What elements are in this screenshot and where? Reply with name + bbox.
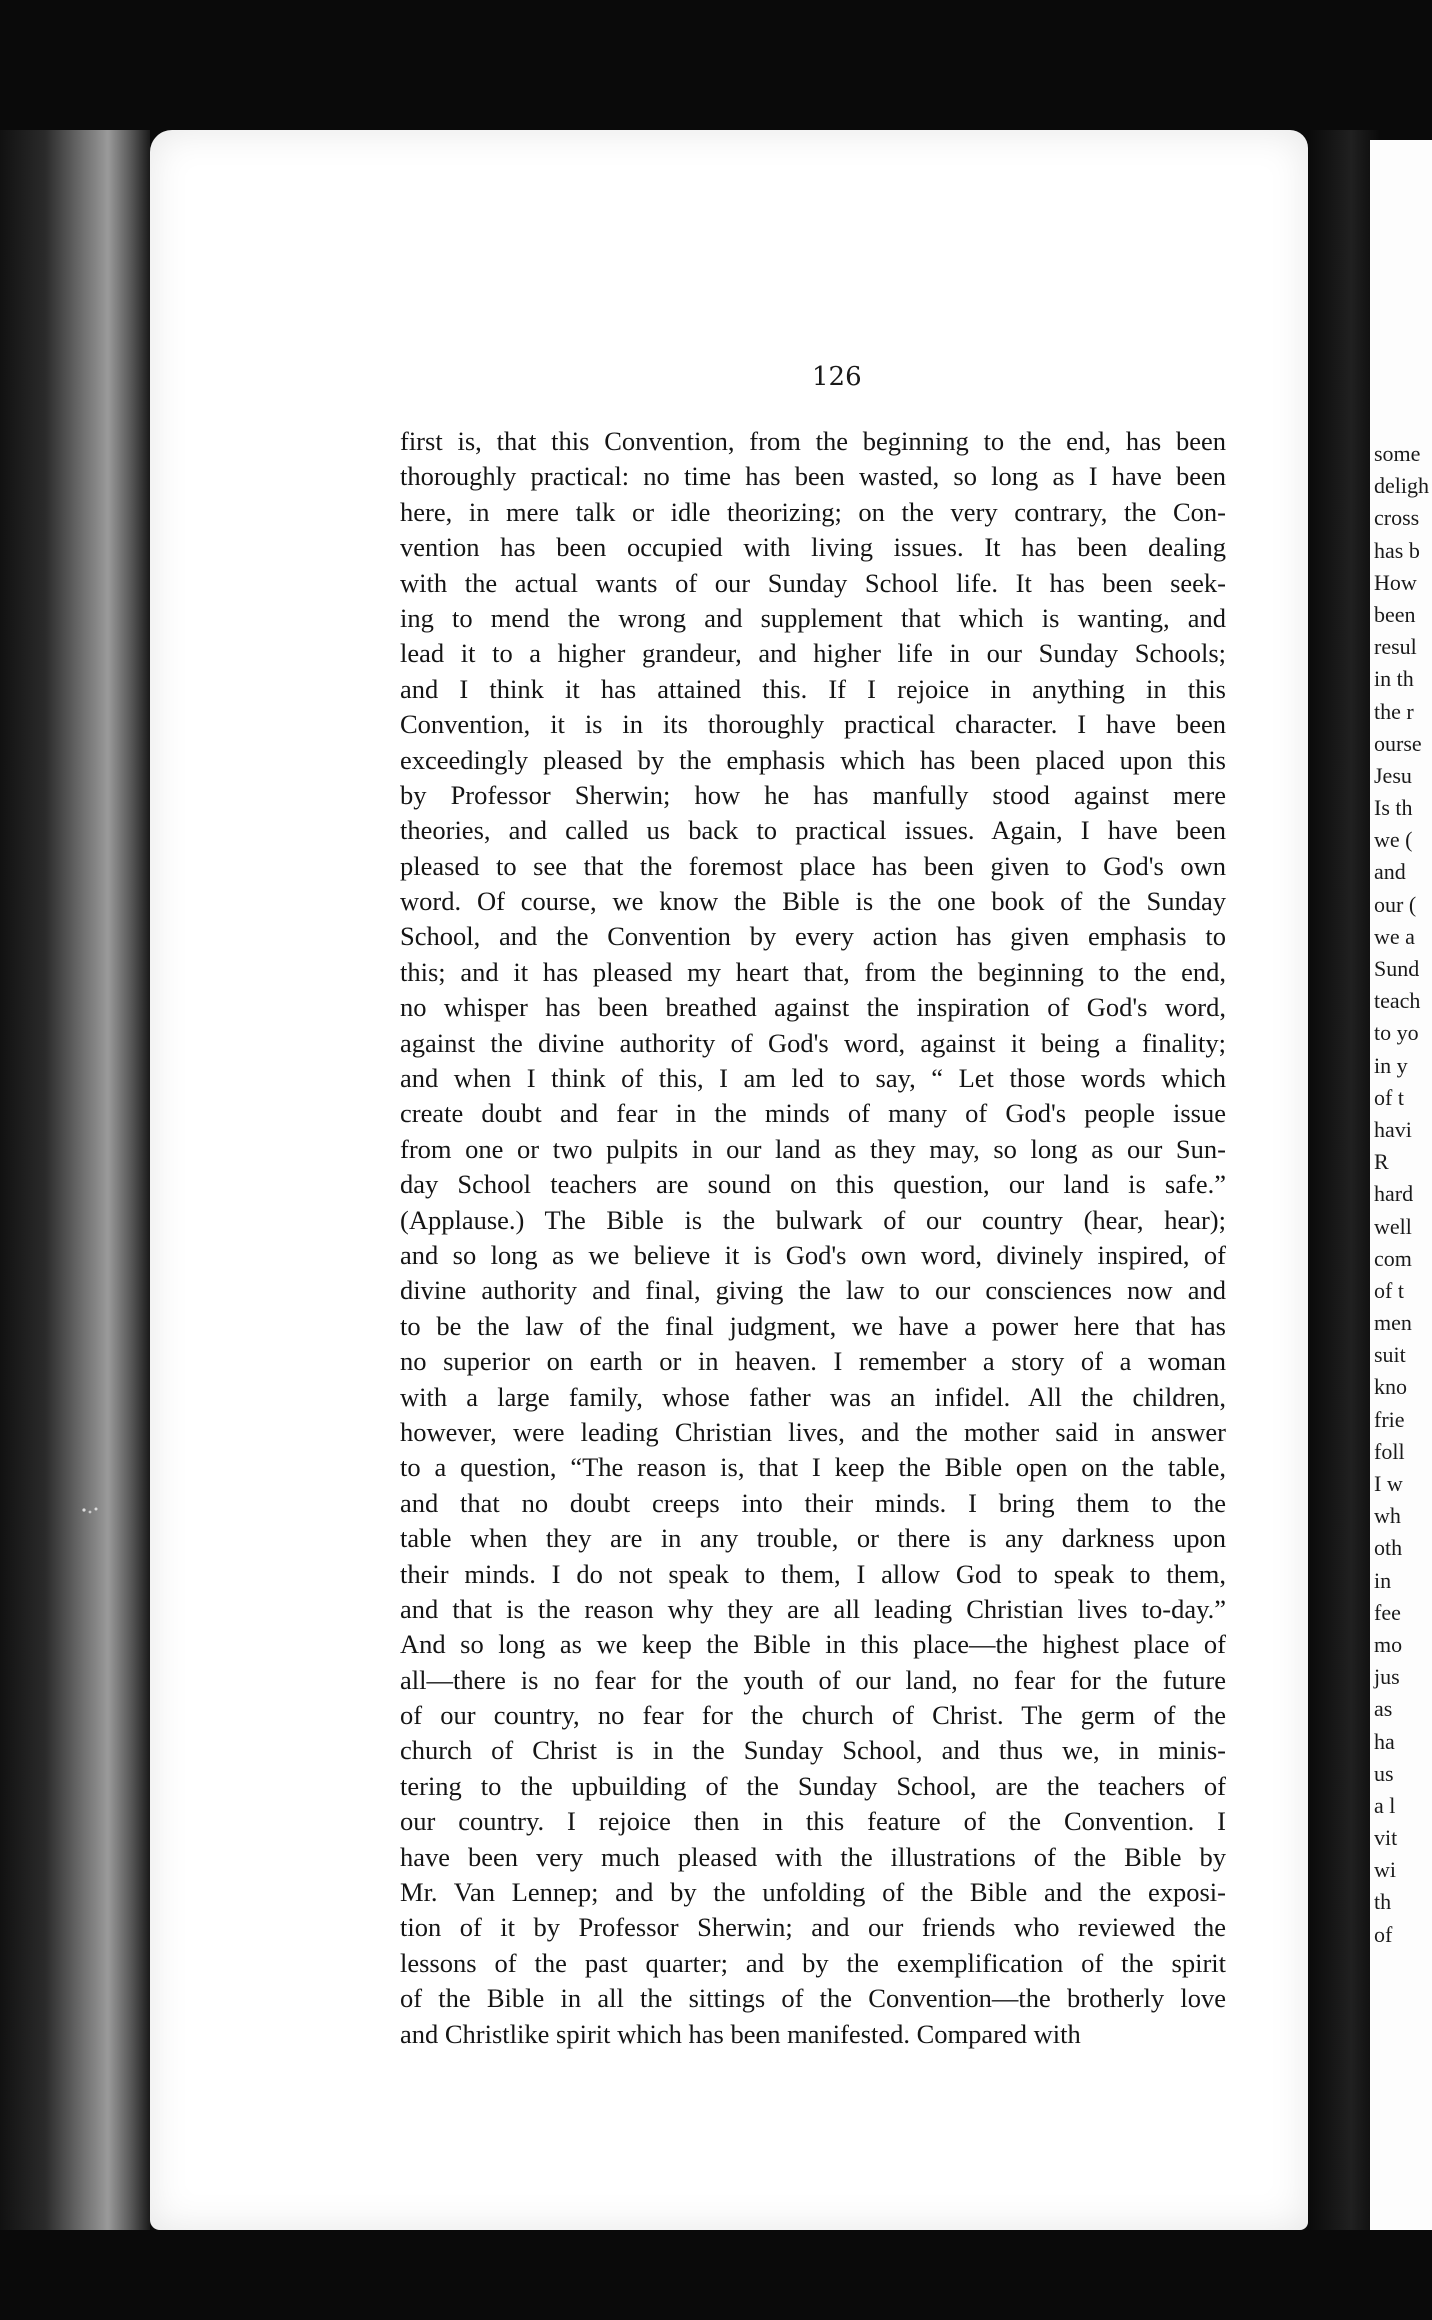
text-line: ing to mend the wrong and supplement that which is wanting, and: [400, 602, 1226, 633]
text-line: vention has been occupied with living issues. It has been dealing: [400, 532, 1226, 563]
scan-specks: [80, 1500, 100, 1540]
next-page-fragment: fee: [1374, 1599, 1401, 1625]
book-spine-edge: [0, 130, 150, 2230]
text-line: have been very much pleased with the illustrations of the Bible by: [400, 1841, 1226, 1872]
next-page-fragment: Is th: [1374, 795, 1413, 821]
text-line: theories, and called us back to practical issues. Again, I have been: [400, 815, 1226, 846]
text-line: And so long as we keep the Bible in this place—the highest place of: [400, 1629, 1226, 1660]
next-page-fragment: kno: [1374, 1374, 1407, 1400]
text-line: and that is the reason why they are all leading Christian lives to-day.”: [400, 1593, 1226, 1624]
next-page-fragment: Sund: [1374, 956, 1420, 981]
text-line: with a large family, whose father was an infidel. All the children,: [400, 1381, 1226, 1412]
text-line: pleased to see that the foremost place has been given to God's own: [400, 850, 1226, 881]
text-line: and Christlike spirit which has been manifested. Compared with: [400, 2018, 1081, 2049]
text-line: divine authority and final, giving the law to our consciences now and: [400, 1275, 1226, 1306]
next-page-fragment: of: [1374, 1921, 1393, 1947]
next-page-fragment: wi: [1374, 1857, 1396, 1883]
next-page-fragment: frie: [1374, 1406, 1405, 1432]
text-line: (Applause.) The Bible is the bulwark of our country (hear, hear);: [400, 1204, 1226, 1235]
text-line: by Professor Sherwin; how he has manfully stood against mere: [400, 779, 1226, 810]
next-page-fragment: hard: [1374, 1181, 1414, 1207]
text-line: and so long as we believe it is God's own word, divinely inspired, of: [400, 1239, 1226, 1270]
text-line: lessons of the past quarter; and by the exemplification of the spirit: [400, 1947, 1226, 1978]
next-page-fragment: mo: [1374, 1631, 1403, 1657]
text-line: Mr. Van Lennep; and by the unfolding of the Bible and the exposi-: [400, 1877, 1226, 1908]
text-line: first is, that this Convention, from the beginning to the end, has been: [400, 426, 1226, 456]
text-line: church of Christ is in the Sunday School, and thus we, in minis-: [400, 1735, 1226, 1766]
text-line: of the Bible in all the sittings of the Convention—the brotherly love: [400, 1983, 1226, 2014]
text-line: here, in mere talk or idle theorizing; on the very contrary, the Con-: [400, 496, 1226, 527]
next-page-fragment: cross: [1374, 505, 1420, 531]
next-page-fragment: well: [1374, 1213, 1412, 1239]
next-page-fragment: us: [1374, 1760, 1394, 1786]
next-page-fragment: we a: [1374, 923, 1415, 949]
text-line: tion of it by Professor Sherwin; and our friends who reviewed the: [400, 1912, 1226, 1943]
text-line: School, and the Convention by every action has given emphasis to: [400, 921, 1226, 952]
next-page-fragment: ourse: [1374, 730, 1422, 756]
next-page-fragment: some: [1374, 441, 1421, 466]
text-line: this; and it has pleased my heart that, from the beginning to the end,: [400, 956, 1226, 987]
next-page-fragment: of t: [1374, 1277, 1404, 1303]
next-page-fragment: havi: [1374, 1116, 1412, 1142]
text-line: to be the law of the final judgment, we have a power here that has: [400, 1310, 1226, 1341]
next-page-fragment: vit: [1374, 1825, 1398, 1851]
next-page-fragment: resul: [1374, 634, 1417, 660]
next-page-fragment: oth: [1374, 1535, 1403, 1561]
next-page-fragment: com: [1374, 1245, 1412, 1271]
text-line: day School teachers are sound on this question, our land is safe.”: [400, 1169, 1226, 1200]
text-line: our country. I rejoice then in this feature of the Convention. I: [400, 1806, 1226, 1837]
next-page-fragment: jus: [1374, 1664, 1400, 1690]
next-page-fragment: the r: [1374, 698, 1414, 724]
text-line: create doubt and fear in the minds of many of God's people issue: [400, 1098, 1226, 1129]
next-page-fragment: ha: [1374, 1728, 1395, 1754]
next-page-fragment: R: [1374, 1149, 1389, 1175]
text-line: no whisper has been breathed against the inspiration of God's word,: [400, 992, 1226, 1023]
text-line: tering to the upbuilding of the Sunday School, are the teachers of: [400, 1770, 1226, 1801]
next-page-fragment: of t: [1374, 1084, 1404, 1110]
next-page-fragment: in th: [1374, 666, 1414, 692]
next-page-fragment: and: [1374, 859, 1406, 885]
next-page-fragment: men: [1374, 1310, 1412, 1336]
next-page-fragment: to yo: [1374, 1020, 1419, 1046]
next-page-fragment: suit: [1374, 1342, 1406, 1368]
text-line: of our country, no fear for the church of Christ. The germ of the: [400, 1700, 1226, 1731]
next-page-fragment: has b: [1374, 537, 1420, 563]
text-line: and that no doubt creeps into their minds. I bring them to the: [400, 1487, 1226, 1518]
next-page-fragment: a l: [1374, 1792, 1396, 1818]
next-page-fragment: we (: [1374, 827, 1413, 853]
text-line: all—there is no fear for the youth of our land, no fear for the future: [400, 1664, 1226, 1695]
next-page-fragment: deligh: [1374, 473, 1429, 499]
text-line: Convention, it is in its thoroughly practical character. I have been: [400, 709, 1226, 740]
next-page-fragment: Jesu: [1374, 762, 1412, 788]
next-page-fragment: as: [1374, 1696, 1393, 1722]
next-page-fragment: in: [1374, 1567, 1392, 1593]
next-page-fragment: teach: [1374, 988, 1421, 1014]
text-line: thoroughly practical: no time has been wasted, so long as I have been: [400, 461, 1226, 492]
page-number: 126: [812, 362, 862, 392]
text-line: and I think it has attained this. If I rejoice in anything in this: [400, 673, 1226, 704]
next-page-fragment: foll: [1374, 1438, 1405, 1464]
text-line: against the divine authority of God's word, against it being a finality;: [400, 1027, 1226, 1058]
text-line: exceedingly pleased by the emphasis which has been placed upon this: [400, 744, 1226, 775]
text-line: however, were leading Christian lives, and the mother said in answer: [400, 1416, 1226, 1447]
text-line: lead it to a higher grandeur, and higher life in our Sunday Schools;: [400, 638, 1226, 669]
next-page-fragment: th: [1374, 1889, 1392, 1915]
text-line: no superior on earth or in heaven. I remember a story of a woman: [400, 1346, 1226, 1377]
body-text: [400, 424, 1226, 2052]
next-page-fragment: our (: [1374, 891, 1417, 917]
next-page-fragment: How: [1374, 569, 1417, 595]
text-line: word. Of course, we know the Bible is the one book of the Sunday: [400, 886, 1226, 917]
next-page-fragment: in y: [1374, 1052, 1408, 1078]
text-line: with the actual wants of our Sunday School life. It has been seek-: [400, 567, 1226, 598]
next-page-fragment: been: [1374, 601, 1416, 627]
next-page-fragment: I w: [1374, 1471, 1403, 1496]
next-page-fragment: wh: [1374, 1503, 1401, 1529]
text-line: and when I think of this, I am led to say, “ Let those words which: [400, 1063, 1226, 1094]
text-line: their minds. I do not speak to them, I allow God to speak to them,: [400, 1558, 1226, 1589]
text-line: table when they are in any trouble, or there is any darkness upon: [400, 1523, 1226, 1554]
text-line: to a question, “The reason is, that I keep the Bible open on the table,: [400, 1452, 1226, 1483]
next-page-text: [1374, 438, 1429, 1951]
text-line: from one or two pulpits in our land as they may, so long as our Sun-: [400, 1133, 1226, 1164]
next-page-strip: [1370, 140, 1432, 2230]
